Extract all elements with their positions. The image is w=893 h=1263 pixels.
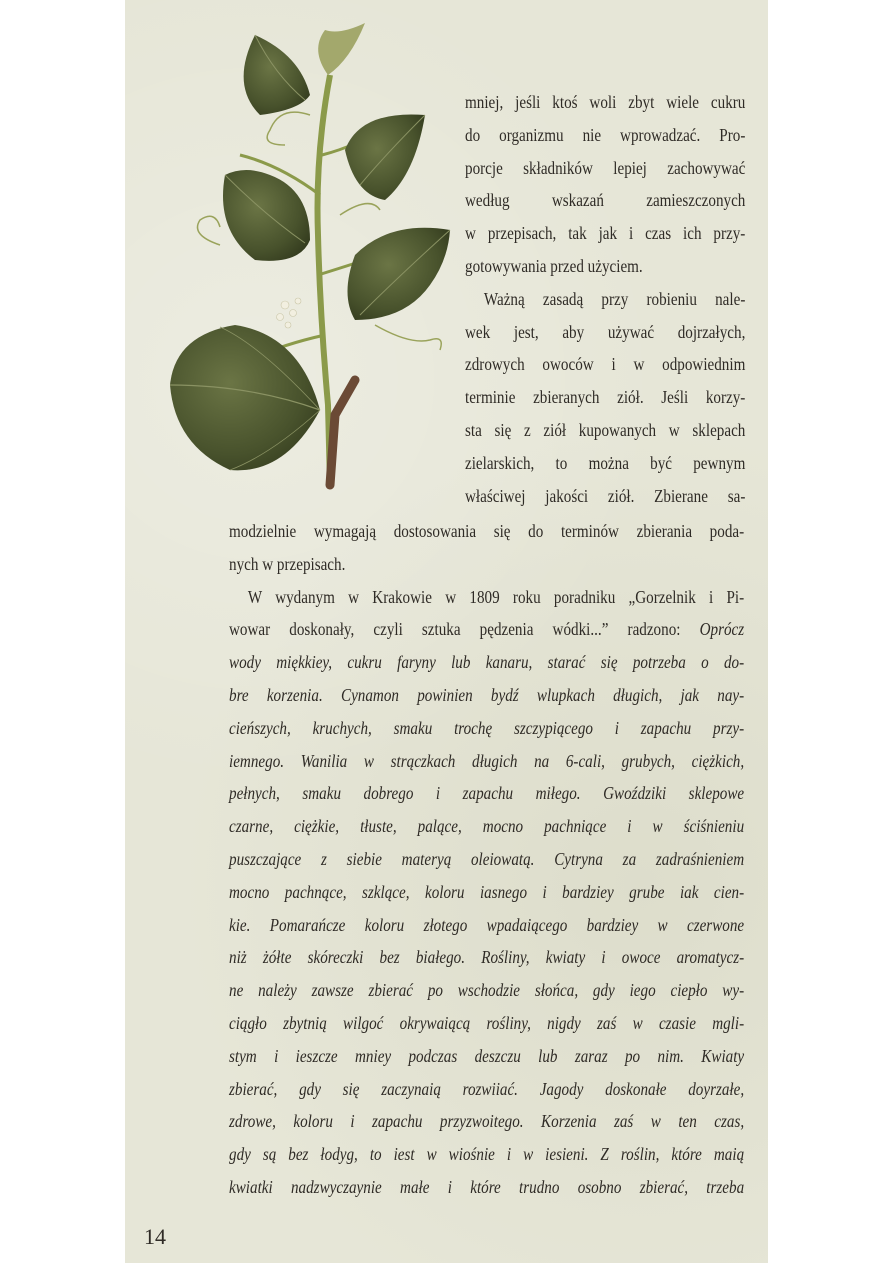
text-line-italic: pełnych, smaku dobrego i zapachu miłego. Gwoździki sklepowe	[229, 783, 745, 804]
text-line: gotowywania przed użyciem.	[465, 255, 643, 276]
text-line: właściwej jakości ziół. Zbierane sa-	[465, 485, 746, 506]
text-line-italic: iemnego. Wanilia w strączkach długich na 6-cali, grubych, ciężkich,	[229, 750, 745, 771]
text-line-italic: bre korzenia. Cynamon powinien bydź wlupkach długich, jak nay-	[229, 684, 745, 705]
page-number: 14	[144, 1224, 166, 1249]
text-line: zdrowych owoców i w odpowiednim	[465, 354, 746, 375]
text-line: według wskazań zamieszczonych	[465, 190, 746, 211]
text-line: Ważną zasadą przy robieniu nale-	[483, 288, 746, 309]
text-line-italic: czarne, ciężkie, tłuste, palące, mocno pachniące i w ściśnieniu	[229, 816, 745, 837]
text-line-italic: ciągło zbytnią wilgoć okrywaiącą rośliny, nigdy zaś w czasie mgli-	[229, 1012, 745, 1033]
text-line: wowar doskonały, czyli sztuka pędzenia wódki...” radzono: Oprócz	[229, 619, 745, 640]
text-line: wek jest, aby używać dojrzałych,	[465, 321, 746, 342]
leaf-large-bottom	[170, 325, 320, 470]
leaf-upper-right	[345, 114, 425, 200]
text-line-italic: puszczające z siebie materyą oleiowatą. Cytryna za zadraśnieniem	[229, 848, 745, 869]
text-line-italic: wody miękkiey, cukru faryny lub kanaru, starać się potrzeba o do-	[229, 652, 745, 673]
leaf-top-left	[244, 35, 310, 115]
text-line: zielarskich, to można być pewnym	[465, 452, 746, 473]
text-line: w przepisach, tak jak i czas ich przy-	[465, 223, 746, 244]
flower-cluster	[277, 298, 302, 328]
full-text-column	[229, 515, 744, 1204]
leaf-top-bud	[318, 23, 365, 75]
text-line-italic: niż żółte skóreczki bez białego. Rośliny, kwiaty i owoce aromatycz-	[229, 947, 745, 968]
text-line-italic: mocno pachnące, szklące, koloru iasnego i bardziey grube iak cien-	[229, 881, 745, 902]
text-line: terminie zbieranych ziół. Jeśli korzy-	[465, 387, 746, 408]
right-text-column	[465, 86, 745, 512]
text-line: mniej, jeśli ktoś woli zbyt wiele cukru	[465, 92, 746, 112]
leaf-middle-right	[348, 228, 451, 320]
text-line: do organizmu nie wprowadzać. Pro-	[465, 124, 746, 145]
text-line: modzielnie wymagają dostosowania się do terminów zbierania poda-	[229, 521, 745, 541]
leaf-middle-left	[223, 170, 310, 261]
text-line-italic: zbierać, gdy się zaczynaią rozwiiać. Jagody doskonałe doyrzałe,	[229, 1078, 745, 1099]
text-line-italic: kwiatki nadzwyczaynie małe i które trudno osobno zbierać, trzeba	[229, 1176, 745, 1197]
text-line-italic: ne należy zawsze zbierać po wschodzie słońca, gdy iego ciepło wy-	[229, 980, 745, 1001]
text-line-italic: stym i ieszcze mniey podczas deszczu lub zaraz po nim. Kwiaty	[229, 1045, 745, 1066]
text-line: W wydanym w Krakowie w 1809 roku poradniku „Gorzelnik i Pi-	[247, 586, 745, 607]
text-line: nych w przepisach.	[229, 553, 346, 574]
text-line: porcje składników lepiej zachowywać	[465, 157, 746, 178]
text-line: sta się z ziół kupowanych w sklepach	[465, 419, 746, 440]
botanical-illustration	[160, 15, 460, 495]
text-line-italic: cieńszych, kruchych, smaku trochę szczypiącego i zapachu przy-	[229, 717, 745, 738]
text-line-italic: kie. Pomarańcze koloru złotego wpadaiącego bardziey w czerwone	[229, 914, 745, 935]
plant-stem	[318, 75, 331, 485]
text-line-italic: gdy są bez łodyg, to iest w wiośnie i w iesieni. Z roślin, które maią	[229, 1144, 745, 1165]
text-line-italic: zdrowe, koloru i zapachu przyzwoitego. Korzenia zaś w ten czas,	[229, 1111, 745, 1132]
